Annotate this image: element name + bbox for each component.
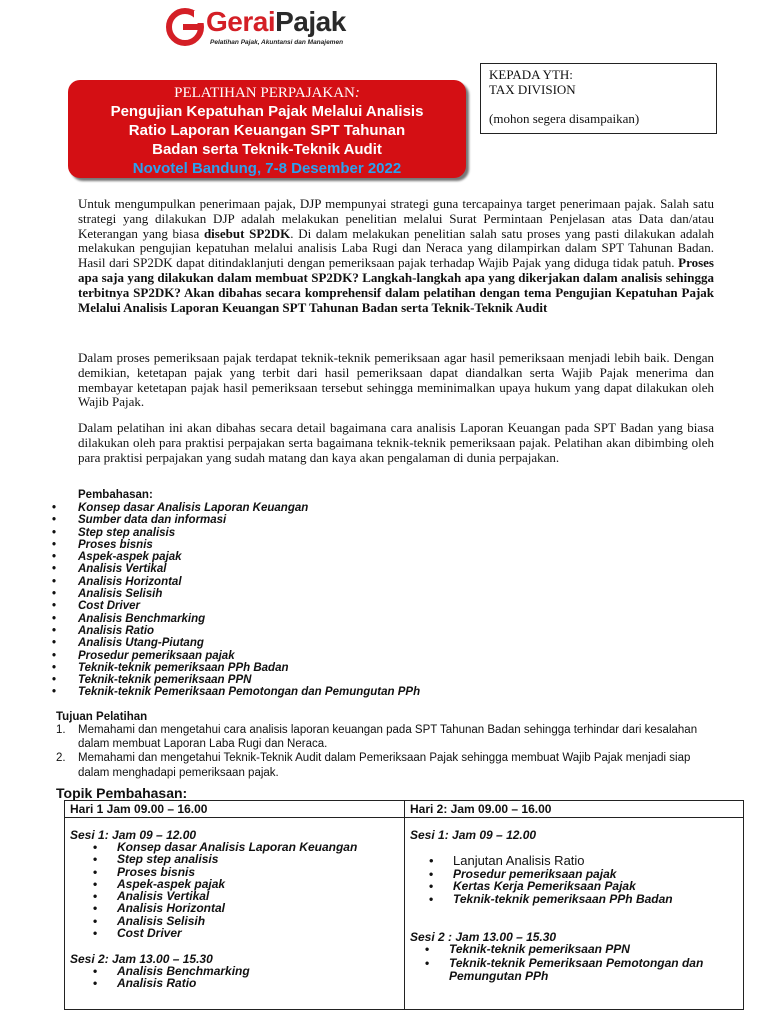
day-1-session-2-title: Sesi 2: Jam 13.00 – 15.30	[70, 952, 213, 966]
pembahasan-item: • Sumber data dan informasi	[52, 514, 227, 527]
day-1-session-1-item: • Aspek-aspek pajak	[93, 876, 226, 891]
pembahasan-item: • Cost Driver	[52, 600, 140, 613]
pembahasan-heading: Pembahasan:	[78, 489, 153, 501]
day-1-session-2-item: • Analisis Benchmarking	[93, 964, 250, 978]
pembahasan-item: • Analisis Benchmarking	[52, 612, 206, 625]
title-banner	[68, 80, 466, 178]
day-1-session-1-item: • Proses bisnis	[93, 864, 196, 879]
schedule-table	[64, 800, 744, 1010]
topik-heading: Topik Pembahasan:	[56, 785, 188, 801]
pembahasan-item: • Teknik-teknik pemeriksaan PPh Badan	[52, 661, 289, 674]
schedule-day-2	[405, 801, 743, 1009]
pembahasan-item: • Aspek-aspek pajak	[52, 551, 182, 564]
day-2-session-1-item: • Kertas Kerja Pemeriksaan Pajak	[429, 879, 636, 894]
day-1-session-2-list	[93, 965, 250, 990]
banner-heading: PELATIHAN PERPAJAKAN:	[174, 85, 360, 101]
day-2-session-2-item: • Teknik-teknik pemeriksaan PPN	[425, 942, 630, 956]
day-2-session-1-list	[429, 854, 585, 868]
pembahasan-item: • Teknik-teknik Pemeriksaan Pemotongan dan Pemungutan PPh	[52, 686, 421, 699]
day-1-session-1-item: • Cost Driver	[93, 926, 182, 941]
day-2-session-1-list-rest	[429, 868, 673, 905]
pembahasan-item: • Analisis Horizontal	[52, 575, 182, 588]
tujuan-heading: Tujuan Pelatihan	[56, 711, 148, 723]
tujuan-list	[56, 723, 716, 780]
day-2-session-1-item: • Teknik-teknik pemeriksaan PPh Badan	[429, 891, 673, 906]
day-2-session-2-title: Sesi 2 : Jam 13.00 – 15.30	[410, 930, 557, 944]
pembahasan-item: • Analisis Ratio	[52, 624, 155, 637]
address-box	[480, 63, 717, 134]
address-note: (mohon segera disampaikan)	[489, 111, 640, 126]
banner-venue-date: Novotel Bandung, 7-8 Desember 2022	[132, 160, 402, 177]
tujuan-item: 2. Memahami dan mengetahui Teknik-Teknik Audit dalam Pemeriksaan Pajak sehingga membuat Wajib Pajak menjadi siap dalam menghadapi pemeriksaan pajak.	[56, 752, 691, 779]
address-recipient: KEPADA YTH:	[489, 67, 573, 82]
pembahasan-list	[52, 502, 420, 699]
pembahasan-item: • Proses bisnis	[52, 538, 153, 551]
address-division: TAX DIVISION	[489, 82, 576, 97]
day-1-session-1-item: • Konsep dasar Analisis Laporan Keuangan	[93, 840, 358, 854]
day-1-session-2-item: • Analisis Ratio	[93, 976, 197, 991]
day-1-session-1-item: • Analisis Vertikal	[93, 889, 210, 904]
pembahasan-item: • Analisis Utang-Piutang	[52, 637, 204, 650]
pembahasan-item: • Teknik-teknik pemeriksaan PPN	[52, 674, 252, 687]
logo-tagline: Pelatihan Pajak, Akuntansi dan Manajemen	[210, 39, 344, 46]
intro-paragraph-2: Dalam proses pemeriksaan pajak terdapat teknik-teknik pemeriksaan agar hasil pemeriksaan menjadi lebih baik. Dengan demikian, ketetapan pajak yang terbit dari hasil pemeriksaan dapat diandalkan serta Wajib Pajak menerima dan membayar ketetapan pajak hasil pemeriksaan tersebut sehingga meminimalkan upaya hukum yang dapat dilakukan oleh Wajib Pajak.	[78, 350, 714, 410]
pembahasan-item: • Analisis Selisih	[52, 588, 163, 601]
logo-g-icon	[166, 8, 206, 48]
logo	[166, 6, 366, 50]
logo-wordmark: GeraiPajak	[206, 6, 346, 37]
day-1-session-1-item: • Analisis Selisih	[93, 913, 206, 928]
day-1-session-1-item: • Analisis Horizontal	[93, 901, 226, 916]
banner-topic-line-2: Ratio Laporan Keuangan SPT Tahunan	[128, 122, 406, 139]
banner-topic-line-3: Badan serta Teknik-Teknik Audit	[152, 141, 382, 158]
day-2-session-2-list	[425, 943, 703, 982]
day-1-session-1-item: • Step step analisis	[93, 852, 219, 867]
day-2-session-1-title: Sesi 1: Jam 09 – 12.00	[410, 828, 537, 842]
pembahasan-item: • Analisis Vertikal	[52, 563, 167, 576]
day-1-session-1-title: Sesi 1: Jam 09 – 12.00	[70, 828, 197, 842]
day-1-session-1-list	[93, 841, 357, 939]
tujuan-item: 1. Memahami dan mengetahui cara analisis laporan keuangan pada SPT Tahunan Badan sehingga terhindar dari kesalahan dalam membuat Laporan Laba Rugi dan Neraca.	[56, 724, 698, 751]
day-2-session-2-item: • Teknik-teknik Pemeriksaan Pemotongan dan Pemungutan PPh	[425, 956, 704, 983]
intro-paragraph-3: Dalam pelatihan ini akan dibahas secara detail bagaimana cara analisis Laporan Keuangan pada SPT Badan yang biasa dilakukan oleh para praktisi perpajakan serta bagaimana teknik-teknik pemeriksaan pajak. Pelatihan akan dibimbing oleh para praktisi perpajakan yang sudah matang dan kaya akan pengalaman di dunia perpajakan.	[78, 420, 714, 465]
day-2-session-1-item: • Lanjutan Analisis Ratio	[429, 853, 585, 868]
day-2-session-1-item: • Prosedur pemeriksaan pajak	[429, 867, 617, 881]
pembahasan-item: • Step step analisis	[52, 526, 176, 539]
intro-paragraph-1: Untuk mengumpulkan penerimaan pajak, DJP mempunyai strategi guna tercapainya target penerimaan pajak. Salah satu strategi yang dilakukan DJP adalah melakukan penelitian melalui Surat Permintaan Penjelasan atas Data dan/atau Keterangan yang biasa disebut SP2DK. Di dalam melakukan penelitian salah satu proses yang pasti dilakukan adalah melakukan pengujian kepatuhan melalui analisis Laba Rugi dan Neraca yang dilampirkan dalam SPT Tahunan Badan. Hasil dari SP2DK dapat ditindaklanjuti dengan pemeriksaan pajak terhadap Wajib Pajak yang diduga tidak patuh. Proses apa saja yang dilakukan dalam membuat SP2DK? Langkah-langkah apa yang dikerjakan dalam analisis sehingga terbitnya SP2DK? Akan dibahas secara komprehensif dalam pelatihan dengan tema Pengujian Kepatuhan Pajak Melalui Analisis Laporan Keuangan SPT Tahunan Badan serta Teknik-Teknik Audit	[78, 196, 715, 315]
pembahasan-item: • Konsep dasar Analisis Laporan Keuangan	[52, 502, 309, 514]
schedule-day-1	[65, 801, 405, 1009]
day-1-header: Hari 1 Jam 09.00 – 16.00	[65, 801, 404, 818]
banner-topic-line-1: Pengujian Kepatuhan Pajak Melalui Analisis	[110, 103, 424, 120]
day-2-header: Hari 2: Jam 09.00 – 16.00	[405, 801, 743, 818]
pembahasan-item: • Prosedur pemeriksaan pajak	[52, 649, 235, 662]
